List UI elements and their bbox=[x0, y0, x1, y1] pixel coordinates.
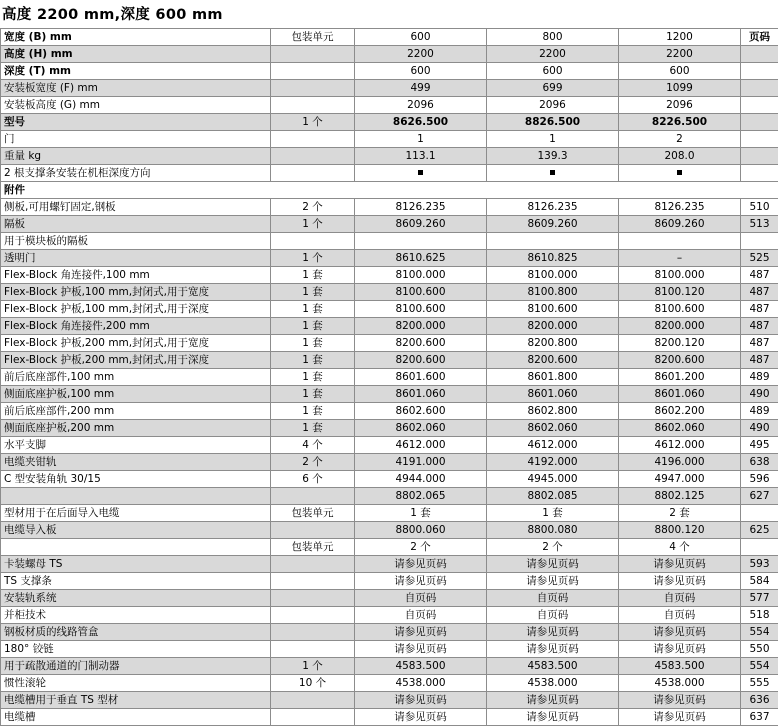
row-value: 8126.235 bbox=[487, 199, 619, 216]
row-page-number: 495 bbox=[741, 437, 778, 454]
row-label: 卡装螺母 TS bbox=[1, 556, 271, 573]
row-label: 电缆夹钳轨 bbox=[1, 454, 271, 471]
row-page-number bbox=[741, 233, 778, 250]
table-row bbox=[1, 369, 778, 386]
row-packaging-unit: 1 个 bbox=[271, 658, 355, 675]
row-value: 1 bbox=[487, 131, 619, 148]
table-row bbox=[1, 488, 778, 505]
row-packaging-unit bbox=[271, 233, 355, 250]
row-label: 宽度 (B) mm bbox=[1, 29, 271, 46]
row-value: 8200.120 bbox=[619, 335, 741, 352]
row-value bbox=[487, 165, 619, 182]
row-label: 安装板高度 (G) mm bbox=[1, 97, 271, 114]
row-value: 2200 bbox=[355, 46, 487, 63]
row-label: C 型安装角轨 30/15 bbox=[1, 471, 271, 488]
row-packaging-unit bbox=[271, 692, 355, 709]
row-page-number bbox=[741, 148, 778, 165]
row-value: 请参见页码 bbox=[619, 573, 741, 590]
row-page-number bbox=[741, 63, 778, 80]
row-value: 8100.600 bbox=[487, 301, 619, 318]
row-value: 8610.625 bbox=[355, 250, 487, 267]
row-value: 请参见页码 bbox=[355, 624, 487, 641]
row-label bbox=[1, 488, 271, 505]
row-value: 8226.500 bbox=[619, 114, 741, 131]
row-page-number: 584 bbox=[741, 573, 778, 590]
row-value: 2096 bbox=[355, 97, 487, 114]
row-value: 4944.000 bbox=[355, 471, 487, 488]
row-label: 隔板 bbox=[1, 216, 271, 233]
row-packaging-unit bbox=[271, 148, 355, 165]
row-packaging-unit: 10 个 bbox=[271, 675, 355, 692]
row-value: 4196.000 bbox=[619, 454, 741, 471]
row-page-number: 550 bbox=[741, 641, 778, 658]
row-value: 4612.000 bbox=[619, 437, 741, 454]
table-row bbox=[1, 624, 778, 641]
row-label: 深度 (T) mm bbox=[1, 63, 271, 80]
row-page-number: 513 bbox=[741, 216, 778, 233]
table-row bbox=[1, 590, 778, 607]
row-value: 自页码 bbox=[619, 590, 741, 607]
row-page-number bbox=[741, 80, 778, 97]
row-value: 请参见页码 bbox=[355, 709, 487, 726]
table-row bbox=[1, 46, 778, 63]
row-value: 8602.800 bbox=[487, 403, 619, 420]
row-value: 4945.000 bbox=[487, 471, 619, 488]
row-value: 2 个 bbox=[487, 539, 619, 556]
table-row bbox=[1, 97, 778, 114]
table-row bbox=[1, 352, 778, 369]
row-value: 2200 bbox=[619, 46, 741, 63]
row-value: 600 bbox=[487, 63, 619, 80]
row-value: 8609.260 bbox=[355, 216, 487, 233]
row-label: 并柜技术 bbox=[1, 607, 271, 624]
row-page-number: 554 bbox=[741, 624, 778, 641]
table-row bbox=[1, 675, 778, 692]
row-packaging-unit: 包装单元 bbox=[271, 505, 355, 522]
row-value: 请参见页码 bbox=[619, 641, 741, 658]
row-label: 2 根支撑条安装在机柜深度方向 bbox=[1, 165, 271, 182]
row-label: 透明门 bbox=[1, 250, 271, 267]
row-value: 1 套 bbox=[487, 505, 619, 522]
row-packaging-unit: 1 个 bbox=[271, 114, 355, 131]
row-value: 8100.000 bbox=[355, 267, 487, 284]
table-row bbox=[1, 454, 778, 471]
row-packaging-unit bbox=[271, 573, 355, 590]
row-value bbox=[619, 233, 741, 250]
table-row bbox=[1, 165, 778, 182]
row-value: 请参见页码 bbox=[619, 692, 741, 709]
table-row bbox=[1, 148, 778, 165]
row-packaging-unit: 1 套 bbox=[271, 318, 355, 335]
row-value: 2 bbox=[619, 131, 741, 148]
table-row bbox=[1, 403, 778, 420]
row-value: 600 bbox=[355, 29, 487, 46]
accessories-section-row bbox=[1, 182, 778, 199]
row-value: 8802.065 bbox=[355, 488, 487, 505]
row-value: 8602.200 bbox=[619, 403, 741, 420]
row-value bbox=[355, 233, 487, 250]
row-label: 电缆槽用于垂直 TS 型材 bbox=[1, 692, 271, 709]
row-label: Flex-Block 护板,100 mm,封闭式,用于深度 bbox=[1, 301, 271, 318]
row-packaging-unit bbox=[271, 556, 355, 573]
row-value: 8100.120 bbox=[619, 284, 741, 301]
filled-square-icon bbox=[677, 170, 682, 175]
table-row bbox=[1, 607, 778, 624]
row-value: 4538.000 bbox=[355, 675, 487, 692]
row-value: 8609.260 bbox=[487, 216, 619, 233]
row-value: 自页码 bbox=[355, 607, 487, 624]
row-value: 4583.500 bbox=[487, 658, 619, 675]
row-value: 请参见页码 bbox=[355, 641, 487, 658]
row-page-number bbox=[741, 97, 778, 114]
table-row bbox=[1, 420, 778, 437]
row-packaging-unit bbox=[271, 590, 355, 607]
row-value: 2096 bbox=[619, 97, 741, 114]
row-value: 113.1 bbox=[355, 148, 487, 165]
row-value: 8800.120 bbox=[619, 522, 741, 539]
table-body bbox=[1, 29, 778, 726]
row-label: 型号 bbox=[1, 114, 271, 131]
table-row bbox=[1, 335, 778, 352]
row-value: 请参见页码 bbox=[487, 641, 619, 658]
row-value: 8200.600 bbox=[355, 352, 487, 369]
row-label: 前后底座部件,100 mm bbox=[1, 369, 271, 386]
row-page-number: 525 bbox=[741, 250, 778, 267]
row-value: 请参见页码 bbox=[355, 692, 487, 709]
row-page-number: 555 bbox=[741, 675, 778, 692]
row-value: 4538.000 bbox=[487, 675, 619, 692]
row-page-number: 554 bbox=[741, 658, 778, 675]
row-packaging-unit: 4 个 bbox=[271, 437, 355, 454]
page-title: 高度 2200 mm,深度 600 mm bbox=[0, 0, 778, 28]
row-page-number: 510 bbox=[741, 199, 778, 216]
row-label: 安装轨系统 bbox=[1, 590, 271, 607]
table-row bbox=[1, 199, 778, 216]
row-value: 4191.000 bbox=[355, 454, 487, 471]
row-label: 电缆导入板 bbox=[1, 522, 271, 539]
row-value: 请参见页码 bbox=[619, 624, 741, 641]
row-page-number: 518 bbox=[741, 607, 778, 624]
row-label: 型材用于在后面导入电缆 bbox=[1, 505, 271, 522]
row-value: 8100.600 bbox=[355, 301, 487, 318]
row-packaging-unit: 6 个 bbox=[271, 471, 355, 488]
row-label: 侧面底座护板,100 mm bbox=[1, 386, 271, 403]
row-page-number: 593 bbox=[741, 556, 778, 573]
row-value: 8126.235 bbox=[355, 199, 487, 216]
row-value: 1099 bbox=[619, 80, 741, 97]
row-page-number: 487 bbox=[741, 284, 778, 301]
row-value: 8100.000 bbox=[487, 267, 619, 284]
row-value: 自页码 bbox=[487, 607, 619, 624]
row-page-number: 625 bbox=[741, 522, 778, 539]
row-page-number bbox=[741, 131, 778, 148]
row-value: 请参见页码 bbox=[619, 709, 741, 726]
row-page-number bbox=[741, 505, 778, 522]
row-value: 8200.000 bbox=[487, 318, 619, 335]
row-value: 请参见页码 bbox=[487, 709, 619, 726]
accessories-section-title: 附件 bbox=[1, 182, 778, 199]
row-packaging-unit bbox=[271, 63, 355, 80]
row-value: 请参见页码 bbox=[487, 573, 619, 590]
row-value: 1200 bbox=[619, 29, 741, 46]
table-row bbox=[1, 80, 778, 97]
row-packaging-unit: 2 个 bbox=[271, 199, 355, 216]
row-page-number: 487 bbox=[741, 352, 778, 369]
row-label: Flex-Block 护板,200 mm,封闭式,用于深度 bbox=[1, 352, 271, 369]
table-row bbox=[1, 573, 778, 590]
row-value: 499 bbox=[355, 80, 487, 97]
row-value: 8601.060 bbox=[355, 386, 487, 403]
row-value: 8626.500 bbox=[355, 114, 487, 131]
row-value: 8200.800 bbox=[487, 335, 619, 352]
row-value: 请参见页码 bbox=[487, 692, 619, 709]
row-value: 139.3 bbox=[487, 148, 619, 165]
row-packaging-unit bbox=[271, 641, 355, 658]
row-packaging-unit bbox=[271, 97, 355, 114]
row-page-number: 596 bbox=[741, 471, 778, 488]
row-page-number: 627 bbox=[741, 488, 778, 505]
row-value: 8601.800 bbox=[487, 369, 619, 386]
table-row bbox=[1, 284, 778, 301]
row-value: 4 个 bbox=[619, 539, 741, 556]
filled-square-icon bbox=[418, 170, 423, 175]
table-row bbox=[1, 556, 778, 573]
row-value: 2096 bbox=[487, 97, 619, 114]
row-value: 8200.000 bbox=[355, 318, 487, 335]
table-row bbox=[1, 29, 778, 46]
row-packaging-unit bbox=[271, 131, 355, 148]
row-value: 4583.500 bbox=[355, 658, 487, 675]
row-value: 8100.600 bbox=[355, 284, 487, 301]
table-row bbox=[1, 216, 778, 233]
row-packaging-unit: 1 套 bbox=[271, 369, 355, 386]
row-packaging-unit: 包装单元 bbox=[271, 539, 355, 556]
row-page-number: 577 bbox=[741, 590, 778, 607]
row-value: 4612.000 bbox=[355, 437, 487, 454]
row-label: 高度 (H) mm bbox=[1, 46, 271, 63]
row-label: TS 支撑条 bbox=[1, 573, 271, 590]
row-page-number bbox=[741, 165, 778, 182]
table-row bbox=[1, 539, 778, 556]
row-label: Flex-Block 护板,200 mm,封闭式,用于宽度 bbox=[1, 335, 271, 352]
row-value: 600 bbox=[355, 63, 487, 80]
row-page-number bbox=[741, 539, 778, 556]
row-value: 请参见页码 bbox=[487, 556, 619, 573]
row-value: 4947.000 bbox=[619, 471, 741, 488]
specification-table bbox=[0, 28, 778, 726]
row-value: 8601.060 bbox=[619, 386, 741, 403]
row-label: Flex-Block 护板,100 mm,封闭式,用于宽度 bbox=[1, 284, 271, 301]
row-packaging-unit bbox=[271, 488, 355, 505]
table-row bbox=[1, 505, 778, 522]
table-row bbox=[1, 318, 778, 335]
row-packaging-unit: 1 套 bbox=[271, 284, 355, 301]
row-value: 8100.800 bbox=[487, 284, 619, 301]
row-value: 8200.000 bbox=[619, 318, 741, 335]
row-page-number: 489 bbox=[741, 369, 778, 386]
row-packaging-unit: 1 套 bbox=[271, 386, 355, 403]
row-page-number: 489 bbox=[741, 403, 778, 420]
row-value: 2 个 bbox=[355, 539, 487, 556]
row-label: 重量 kg bbox=[1, 148, 271, 165]
table-row bbox=[1, 63, 778, 80]
row-label: 前后底座部件,200 mm bbox=[1, 403, 271, 420]
row-label bbox=[1, 539, 271, 556]
row-packaging-unit: 1 个 bbox=[271, 216, 355, 233]
row-value: 8602.060 bbox=[355, 420, 487, 437]
table-row bbox=[1, 641, 778, 658]
row-value: 自页码 bbox=[355, 590, 487, 607]
row-label: 侧板,可用螺钉固定,钢板 bbox=[1, 199, 271, 216]
row-value: 8601.060 bbox=[487, 386, 619, 403]
table-row bbox=[1, 658, 778, 675]
row-packaging-unit bbox=[271, 80, 355, 97]
row-value: 请参见页码 bbox=[355, 556, 487, 573]
row-packaging-unit: 2 个 bbox=[271, 454, 355, 471]
row-packaging-unit: 1 套 bbox=[271, 403, 355, 420]
row-label: 钢板材质的线路管盒 bbox=[1, 624, 271, 641]
row-value: 8601.200 bbox=[619, 369, 741, 386]
row-page-number: 页码 bbox=[741, 29, 778, 46]
row-value: 1 套 bbox=[355, 505, 487, 522]
row-page-number: 490 bbox=[741, 386, 778, 403]
row-label: 用于模块板的隔板 bbox=[1, 233, 271, 250]
row-label: Flex-Block 角连接件,200 mm bbox=[1, 318, 271, 335]
row-packaging-unit: 1 个 bbox=[271, 250, 355, 267]
row-value: 4538.000 bbox=[619, 675, 741, 692]
filled-square-icon bbox=[550, 170, 555, 175]
row-label: 安装板宽度 (F) mm bbox=[1, 80, 271, 97]
row-value: 4612.000 bbox=[487, 437, 619, 454]
row-value: 请参见页码 bbox=[355, 573, 487, 590]
row-page-number: 638 bbox=[741, 454, 778, 471]
row-value: 8610.825 bbox=[487, 250, 619, 267]
row-value: 8100.600 bbox=[619, 301, 741, 318]
row-page-number: 487 bbox=[741, 318, 778, 335]
table-row bbox=[1, 114, 778, 131]
row-value: 自页码 bbox=[487, 590, 619, 607]
table-row bbox=[1, 267, 778, 284]
table-row bbox=[1, 692, 778, 709]
row-page-number: 487 bbox=[741, 267, 778, 284]
row-page-number bbox=[741, 46, 778, 63]
row-value: 4192.000 bbox=[487, 454, 619, 471]
row-value: 8609.260 bbox=[619, 216, 741, 233]
row-value: 2 套 bbox=[619, 505, 741, 522]
row-page-number: 490 bbox=[741, 420, 778, 437]
row-value bbox=[619, 165, 741, 182]
row-value: 8800.060 bbox=[355, 522, 487, 539]
row-value: 8802.125 bbox=[619, 488, 741, 505]
row-page-number: 637 bbox=[741, 709, 778, 726]
row-value bbox=[355, 165, 487, 182]
row-value: 请参见页码 bbox=[619, 556, 741, 573]
row-value: 699 bbox=[487, 80, 619, 97]
row-value: 1 bbox=[355, 131, 487, 148]
row-value: 8802.085 bbox=[487, 488, 619, 505]
row-value: 8126.235 bbox=[619, 199, 741, 216]
row-packaging-unit: 1 套 bbox=[271, 335, 355, 352]
row-page-number: 487 bbox=[741, 301, 778, 318]
row-packaging-unit bbox=[271, 624, 355, 641]
row-packaging-unit: 1 套 bbox=[271, 352, 355, 369]
row-value: 8100.000 bbox=[619, 267, 741, 284]
row-value: 208.0 bbox=[619, 148, 741, 165]
table-row bbox=[1, 437, 778, 454]
row-packaging-unit: 1 套 bbox=[271, 267, 355, 284]
table-row bbox=[1, 709, 778, 726]
table-row bbox=[1, 522, 778, 539]
row-packaging-unit bbox=[271, 165, 355, 182]
row-value: 8826.500 bbox=[487, 114, 619, 131]
row-label: 180° 铰链 bbox=[1, 641, 271, 658]
row-label: 侧面底座护板,200 mm bbox=[1, 420, 271, 437]
table-row bbox=[1, 301, 778, 318]
row-value bbox=[487, 233, 619, 250]
row-packaging-unit: 1 套 bbox=[271, 301, 355, 318]
row-page-number: 636 bbox=[741, 692, 778, 709]
row-value: 8602.060 bbox=[619, 420, 741, 437]
row-value: 8200.600 bbox=[355, 335, 487, 352]
table-row bbox=[1, 386, 778, 403]
row-page-number bbox=[741, 114, 778, 131]
row-value: 8601.600 bbox=[355, 369, 487, 386]
row-value: 800 bbox=[487, 29, 619, 46]
row-packaging-unit bbox=[271, 46, 355, 63]
row-label: 门 bbox=[1, 131, 271, 148]
row-packaging-unit bbox=[271, 522, 355, 539]
table-row bbox=[1, 233, 778, 250]
row-label: Flex-Block 角连接件,100 mm bbox=[1, 267, 271, 284]
row-packaging-unit: 1 套 bbox=[271, 420, 355, 437]
table-row bbox=[1, 131, 778, 148]
table-row bbox=[1, 471, 778, 488]
row-label: 惯性滚轮 bbox=[1, 675, 271, 692]
row-packaging-unit bbox=[271, 607, 355, 624]
row-value: 600 bbox=[619, 63, 741, 80]
table-row bbox=[1, 250, 778, 267]
row-value: – bbox=[619, 250, 741, 267]
row-value: 2200 bbox=[487, 46, 619, 63]
row-page-number: 487 bbox=[741, 335, 778, 352]
row-packaging-unit: 包装单元 bbox=[271, 29, 355, 46]
row-value: 8200.600 bbox=[487, 352, 619, 369]
row-value: 8602.060 bbox=[487, 420, 619, 437]
row-value: 自页码 bbox=[619, 607, 741, 624]
row-packaging-unit bbox=[271, 709, 355, 726]
row-value: 4583.500 bbox=[619, 658, 741, 675]
row-label: 电缆槽 bbox=[1, 709, 271, 726]
row-value: 8200.600 bbox=[619, 352, 741, 369]
row-label: 水平支脚 bbox=[1, 437, 271, 454]
row-value: 请参见页码 bbox=[487, 624, 619, 641]
row-label: 用于疏散通道的门制动器 bbox=[1, 658, 271, 675]
row-value: 8800.080 bbox=[487, 522, 619, 539]
row-value: 8602.600 bbox=[355, 403, 487, 420]
